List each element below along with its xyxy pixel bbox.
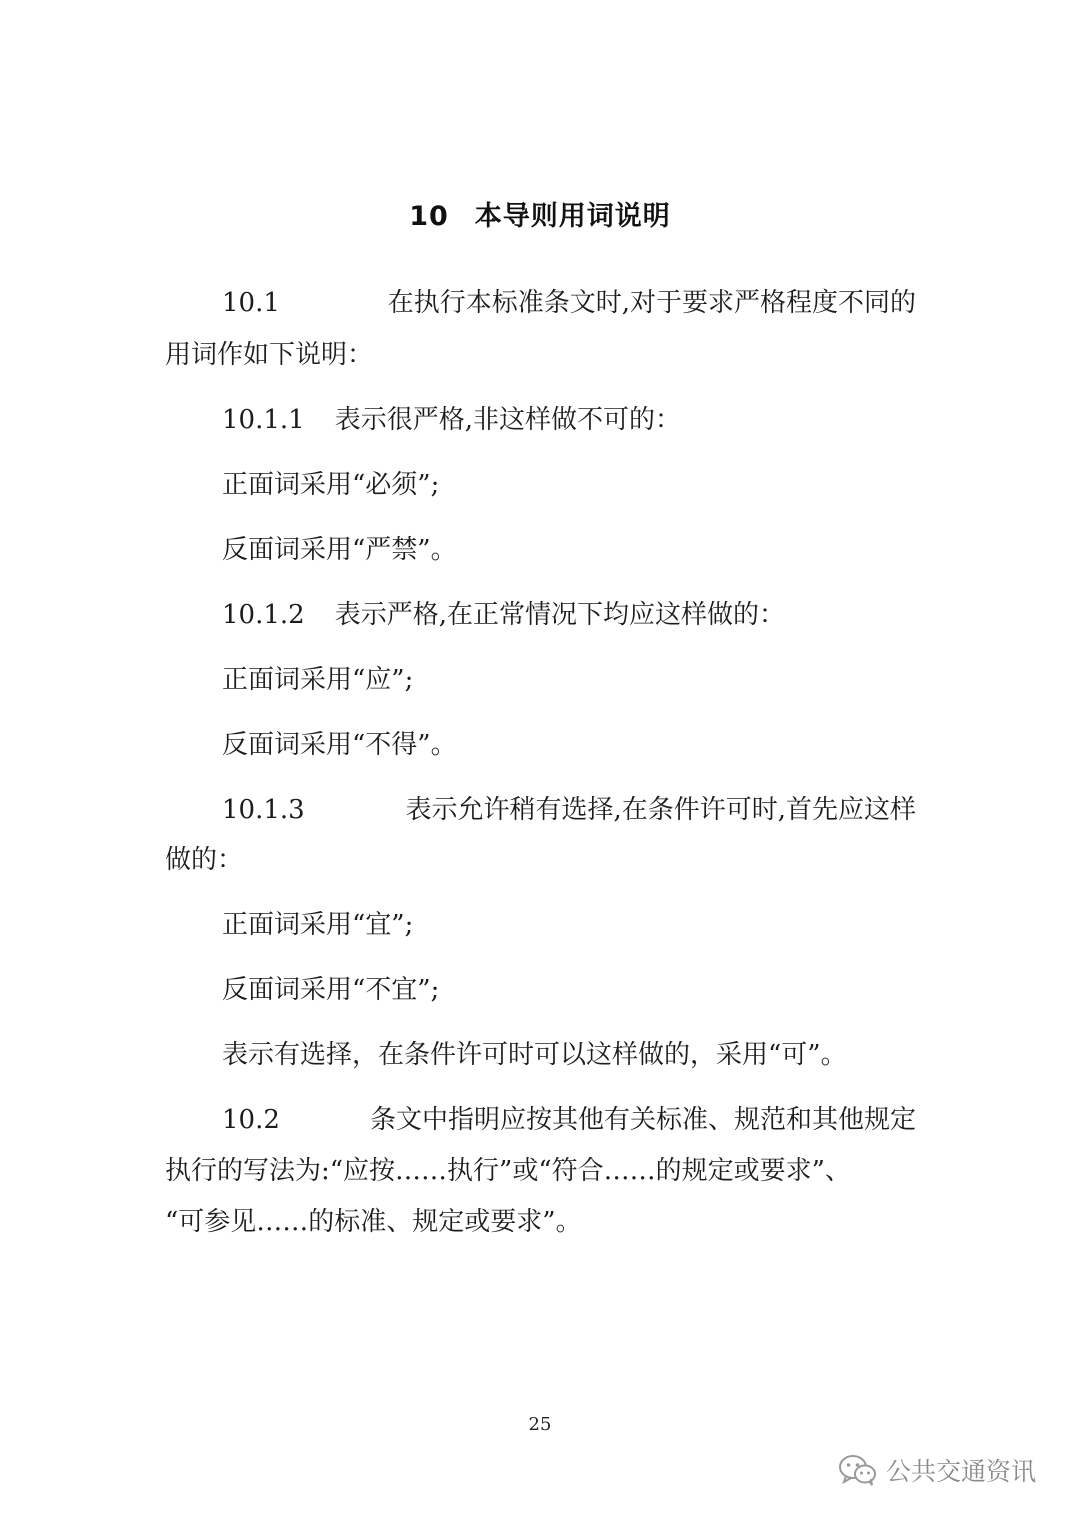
clause-number: 10.1.3: [222, 795, 305, 825]
wechat-icon: [838, 1453, 878, 1487]
clause-number: 10.2: [222, 1105, 280, 1135]
clause-text: 表示严格,在正常情况下均应这样做的：: [334, 600, 785, 630]
clause-10-1-3-line-1: [222, 793, 916, 827]
clause-10-1-3-negative: 反面词采用“不宜”;: [222, 975, 440, 1005]
clause-number: 10.1: [222, 288, 280, 318]
chapter-title: [0, 194, 1080, 233]
clause-10-1-line-2: 用词作如下说明：: [165, 340, 374, 370]
clause-10-1-3-optional: 表示有选择，在条件许可时可以这样做的，采用“可”。: [222, 1040, 847, 1070]
clause-10-1-1-negative: 反面词采用“严禁”。: [222, 535, 457, 565]
clause-number: 10.1.2: [222, 600, 305, 630]
clause-10-1-2-negative: 反面词采用“不得”。: [222, 730, 457, 760]
page-number: 25: [528, 1414, 552, 1435]
clause-10-1-3-positive: 正面词采用“宜”;: [222, 910, 414, 940]
clause-10-1-3-line-2: 做的：: [165, 845, 244, 875]
clause-text: 表示很严格,非这样做不可的：: [334, 405, 681, 435]
watermark-text: 公共交通资讯: [886, 1457, 1037, 1486]
clause-10-1-2-positive: 正面词采用“应”;: [222, 665, 414, 695]
chapter-number: 10: [409, 201, 449, 232]
clause-text: 表示允许稍有选择,在条件许可时,首先应这样: [405, 795, 916, 825]
clause-text: 在执行本标准条文时,对于要求严格程度不同的: [387, 288, 916, 318]
clause-10-1-1-positive: 正面词采用“必须”;: [222, 470, 440, 500]
clause-10-1-2: [222, 598, 785, 632]
clause-10-1-line-1: [222, 286, 916, 320]
clause-text: 条文中指明应按其他有关标准、规范和其他规定: [369, 1105, 916, 1135]
watermark: [838, 1450, 1036, 1490]
chapter-heading: 本导则用词说明: [474, 201, 671, 232]
clause-10-2-line-1: [222, 1103, 916, 1137]
clause-number: 10.1.1: [222, 405, 305, 435]
clause-10-2-line-3: “可参见……的标准、规定或要求”。: [165, 1207, 582, 1237]
clause-10-1-1: [222, 403, 681, 437]
clause-10-2-line-2: 执行的写法为:“应按……执行”或“符合……的规定或要求”、: [165, 1156, 851, 1186]
